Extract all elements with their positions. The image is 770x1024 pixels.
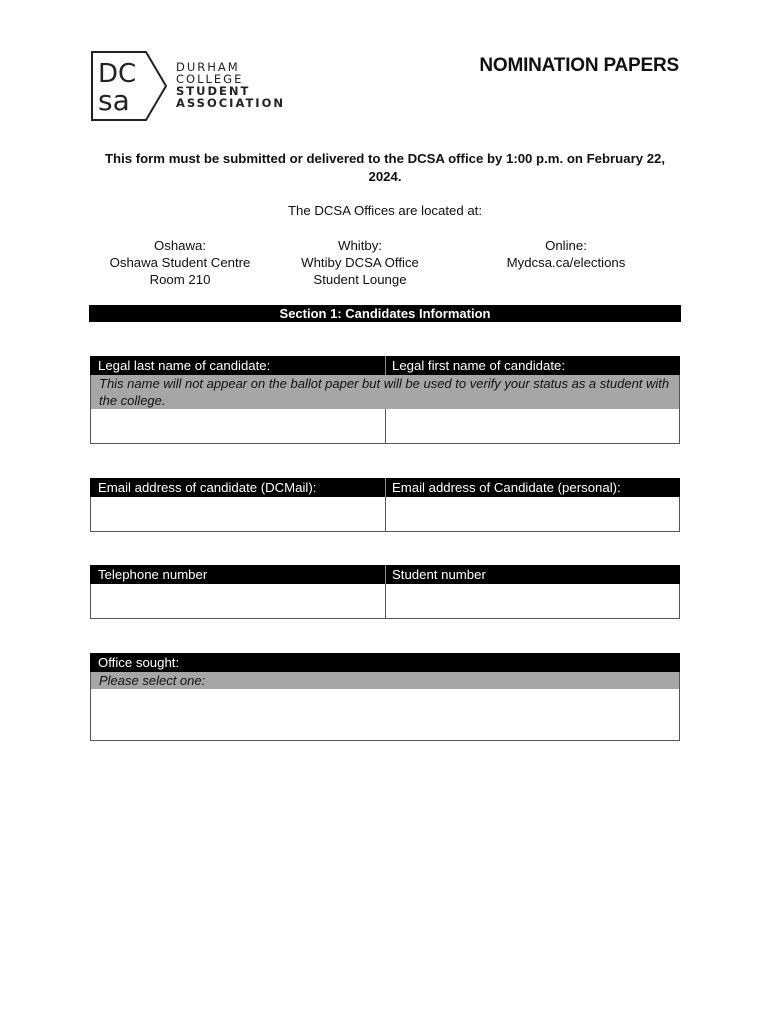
office-oshawa bbox=[80, 237, 280, 288]
email-input-row bbox=[90, 497, 680, 532]
submission-notice: This form must be submitted or delivered to the DCSA office by 1:00 p.m. on February 22, 2024. bbox=[104, 151, 666, 184]
logo-word-college: COLLEGE bbox=[176, 72, 244, 86]
logo-word-durham: DURHAM bbox=[176, 60, 240, 74]
email-personal-label: Email address of Candidate (personal): bbox=[385, 478, 680, 497]
office-online bbox=[466, 237, 666, 271]
email-personal-input[interactable] bbox=[385, 497, 679, 531]
office-sought-input-row bbox=[90, 689, 680, 741]
name-header-row bbox=[90, 356, 680, 375]
office-oshawa-line2: Room 210 bbox=[149, 272, 211, 287]
office-whitby-heading: Whitby: bbox=[338, 238, 382, 253]
dcsa-logo-mark bbox=[90, 50, 168, 122]
office-oshawa-line1: Oshawa Student Centre bbox=[109, 255, 251, 270]
office-online-link[interactable]: Mydcsa.ca/elections bbox=[506, 255, 626, 270]
office-whitby-line2: Student Lounge bbox=[313, 272, 407, 287]
name-note: This name will not appear on the ballot paper but will be used to verify your status as a student with the college. bbox=[90, 375, 680, 409]
student-number-label: Student number bbox=[385, 565, 680, 584]
student-number-input[interactable] bbox=[385, 584, 679, 618]
office-oshawa-heading: Oshawa: bbox=[153, 238, 207, 253]
office-whitby-line1: Whtiby DCSA Office bbox=[301, 255, 419, 270]
email-fields bbox=[90, 478, 680, 532]
section-1-title: Section 1: Candidates Information bbox=[89, 305, 681, 322]
first-name-input[interactable] bbox=[385, 409, 679, 443]
email-dcmail-label: Email address of candidate (DCMail): bbox=[98, 480, 317, 495]
name-input-row bbox=[90, 409, 680, 444]
page-title: NOMINATION PAPERS bbox=[479, 55, 679, 76]
first-name-label: Legal first name of candidate: bbox=[385, 356, 680, 375]
last-name-label: Legal last name of candidate: bbox=[98, 358, 271, 373]
email-header-row bbox=[90, 478, 680, 497]
office-whitby bbox=[260, 237, 460, 288]
logo-word-association: ASSOCIATION bbox=[176, 96, 285, 110]
office-sought-header bbox=[90, 653, 680, 672]
contact-input-row bbox=[90, 584, 680, 619]
telephone-input[interactable] bbox=[91, 584, 385, 618]
office-sought-label: Office sought: bbox=[98, 655, 180, 670]
name-fields bbox=[90, 356, 680, 444]
logo-wordmark bbox=[176, 61, 285, 109]
telephone-label: Telephone number bbox=[98, 567, 208, 582]
office-sought-note: Please select one: bbox=[90, 672, 680, 689]
contact-fields bbox=[90, 565, 680, 619]
dcsa-logo bbox=[90, 50, 285, 122]
last-name-input[interactable] bbox=[91, 409, 385, 443]
office-sought-input[interactable] bbox=[91, 689, 679, 740]
office-online-heading: Online: bbox=[545, 238, 587, 253]
logo-mark-top: DC bbox=[98, 59, 137, 89]
office-sought-field bbox=[90, 653, 680, 741]
contact-header-row bbox=[90, 565, 680, 584]
logo-word-student: STUDENT bbox=[176, 84, 251, 98]
logo-mark-bottom: sa bbox=[98, 84, 130, 117]
offices-intro: The DCSA Offices are located at: bbox=[288, 203, 482, 218]
email-dcmail-input[interactable] bbox=[91, 497, 385, 531]
